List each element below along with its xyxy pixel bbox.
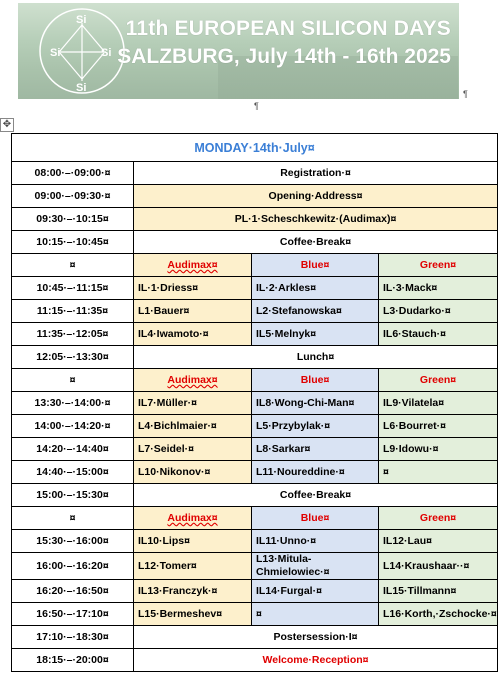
- talk-green: IL15·Tillmann¤: [379, 580, 498, 603]
- talk-blue: L2·Stefanowska¤: [252, 300, 379, 323]
- room-audimax-header: Audimax¤: [134, 507, 252, 530]
- day-title-text: MONDAY·14th·July¤: [194, 140, 315, 155]
- time-cell: 10:45·–·11:15¤: [12, 277, 134, 300]
- time-cell: 17:10·–·18:30¤: [12, 626, 134, 649]
- room-green-header: Green¤: [379, 507, 498, 530]
- time-cell: 16:50·–·17:10¤: [12, 603, 134, 626]
- time-cell: 12:05·–·13:30¤: [12, 346, 134, 369]
- table-row: [12, 369, 498, 392]
- talk-blue: IL8·Wong-Chi-Man¤: [252, 392, 379, 415]
- day-title: [12, 134, 498, 162]
- time-cell: 14:40·–·15:00¤: [12, 461, 134, 484]
- time-cell: 11:35·–·12:05¤: [12, 323, 134, 346]
- table-row: [12, 649, 498, 672]
- talk-green: L16·Korth,·Zschocke·¤: [379, 603, 498, 626]
- talk-audimax: IL4·Iwamoto·¤: [134, 323, 252, 346]
- table-row: [12, 392, 498, 415]
- talk-blue: ¤: [252, 603, 379, 626]
- talk-green: L6·Bourret·¤: [379, 415, 498, 438]
- session-cell: Coffee·Break¤: [134, 484, 498, 507]
- talk-audimax: IL10·Lips¤: [134, 530, 252, 553]
- table-row: [12, 346, 498, 369]
- silicon-logo: [38, 7, 126, 95]
- time-cell: 09:00·–·09:30·¤: [12, 185, 134, 208]
- room-green-header: Green¤: [379, 369, 498, 392]
- table-row: [12, 277, 498, 300]
- session-cell: Lunch¤: [134, 346, 498, 369]
- table-row: [12, 323, 498, 346]
- talk-blue: IL5·Melnyk¤: [252, 323, 379, 346]
- talk-audimax: IL13·Franczyk·¤: [134, 580, 252, 603]
- time-cell: 09:30·–·10:15¤: [12, 208, 134, 231]
- time-cell: 15:30·–·16:00¤: [12, 530, 134, 553]
- paragraph-mark: ¶: [463, 89, 468, 99]
- table-row: [12, 530, 498, 553]
- time-cell: 15:00·–·15:30¤: [12, 484, 134, 507]
- talk-blue: IL11·Unno·¤: [252, 530, 379, 553]
- table-row: [12, 580, 498, 603]
- time-cell: 13:30·–·14:00·¤: [12, 392, 134, 415]
- time-cell: 14:00·–·14:20·¤: [12, 415, 134, 438]
- table-row: [12, 553, 498, 580]
- talk-blue: L5·Przybylak·¤: [252, 415, 379, 438]
- talk-audimax: IL7·Müller·¤: [134, 392, 252, 415]
- talk-audimax: L15·Bermeshev¤: [134, 603, 252, 626]
- talk-audimax: L4·Bichlmaier·¤: [134, 415, 252, 438]
- table-row: [12, 603, 498, 626]
- talk-blue: L11·Noureddine·¤: [252, 461, 379, 484]
- table-row: [12, 626, 498, 649]
- time-cell: 11:15·–·11:35¤: [12, 300, 134, 323]
- session-cell: PL·1·Scheschkewitz·(Audimax)¤: [134, 208, 498, 231]
- room-green-header: Green¤: [379, 254, 498, 277]
- talk-blue: IL14·Furgal·¤: [252, 580, 379, 603]
- time-cell: ¤: [12, 369, 134, 392]
- logo-si-left: Si: [50, 47, 61, 59]
- table-row: [12, 461, 498, 484]
- time-cell: ¤: [12, 254, 134, 277]
- room-blue-header: Blue¤: [252, 369, 379, 392]
- talk-green: IL12·Lau¤: [379, 530, 498, 553]
- table-row: [12, 415, 498, 438]
- table-row: [12, 438, 498, 461]
- session-cell: Welcome·Reception¤: [134, 649, 498, 672]
- session-cell: Opening·Address¤: [134, 185, 498, 208]
- logo-si-bottom: Si: [76, 82, 87, 94]
- table-row: [12, 185, 498, 208]
- talk-green: IL·3·Mack¤: [379, 277, 498, 300]
- session-cell: Coffee·Break¤: [134, 231, 498, 254]
- talk-blue: IL·2·Arkles¤: [252, 277, 379, 300]
- logo-si-top: Si: [76, 14, 87, 26]
- time-cell: 08:00·–·09:00·¤: [12, 162, 134, 185]
- talk-blue: L8·Sarkar¤: [252, 438, 379, 461]
- talk-green: ¤: [379, 461, 498, 484]
- talk-green: IL6·Stauch·¤: [379, 323, 498, 346]
- talk-blue: L13·Mitula-Chmielowiec·¤: [252, 553, 379, 580]
- conference-dates: SALZBURG, July 14th - 16th 2025: [117, 45, 451, 68]
- time-cell: 16:20·–·16:50¤: [12, 580, 134, 603]
- talk-green: L9·Idowu·¤: [379, 438, 498, 461]
- table-row: [12, 254, 498, 277]
- room-blue-header: Blue¤: [252, 507, 379, 530]
- table-row: [12, 507, 498, 530]
- talk-green: L14·Kraushaar··¤: [379, 553, 498, 580]
- talk-green: IL9·Vilatela¤: [379, 392, 498, 415]
- table-move-handle-icon[interactable]: ✥: [0, 118, 14, 132]
- conference-title: 11th EUROPEAN SILICON DAYS: [125, 17, 451, 40]
- logo-si-right: Si: [101, 47, 112, 59]
- table-row: [12, 162, 498, 185]
- time-cell: 14:20·–·14:40¤: [12, 438, 134, 461]
- time-cell: 18:15·–·20:00¤: [12, 649, 134, 672]
- time-cell: 16:00·–·16:20¤: [12, 553, 134, 580]
- time-cell: 10:15·–·10:45¤: [12, 231, 134, 254]
- session-cell: Postersession·I¤: [134, 626, 498, 649]
- table-row: [12, 300, 498, 323]
- session-cell: Registration·¤: [134, 162, 498, 185]
- talk-audimax: IL·1·Driess¤: [134, 277, 252, 300]
- time-cell: ¤: [12, 507, 134, 530]
- room-blue-header: Blue¤: [252, 254, 379, 277]
- talk-audimax: L12·Tomer¤: [134, 553, 252, 580]
- room-audimax-header: Audimax¤: [134, 369, 252, 392]
- table-row: [12, 208, 498, 231]
- room-audimax-header: Audimax¤: [134, 254, 252, 277]
- talk-audimax: L7·Seidel·¤: [134, 438, 252, 461]
- talk-audimax: L1·Bauer¤: [134, 300, 252, 323]
- schedule-table: [11, 133, 498, 672]
- talk-green: L3·Dudarko·¤: [379, 300, 498, 323]
- conference-banner: [18, 3, 459, 99]
- table-row: [12, 231, 498, 254]
- talk-audimax: L10·Nikonov·¤: [134, 461, 252, 484]
- paragraph-mark: ¶: [254, 101, 259, 111]
- table-row: [12, 484, 498, 507]
